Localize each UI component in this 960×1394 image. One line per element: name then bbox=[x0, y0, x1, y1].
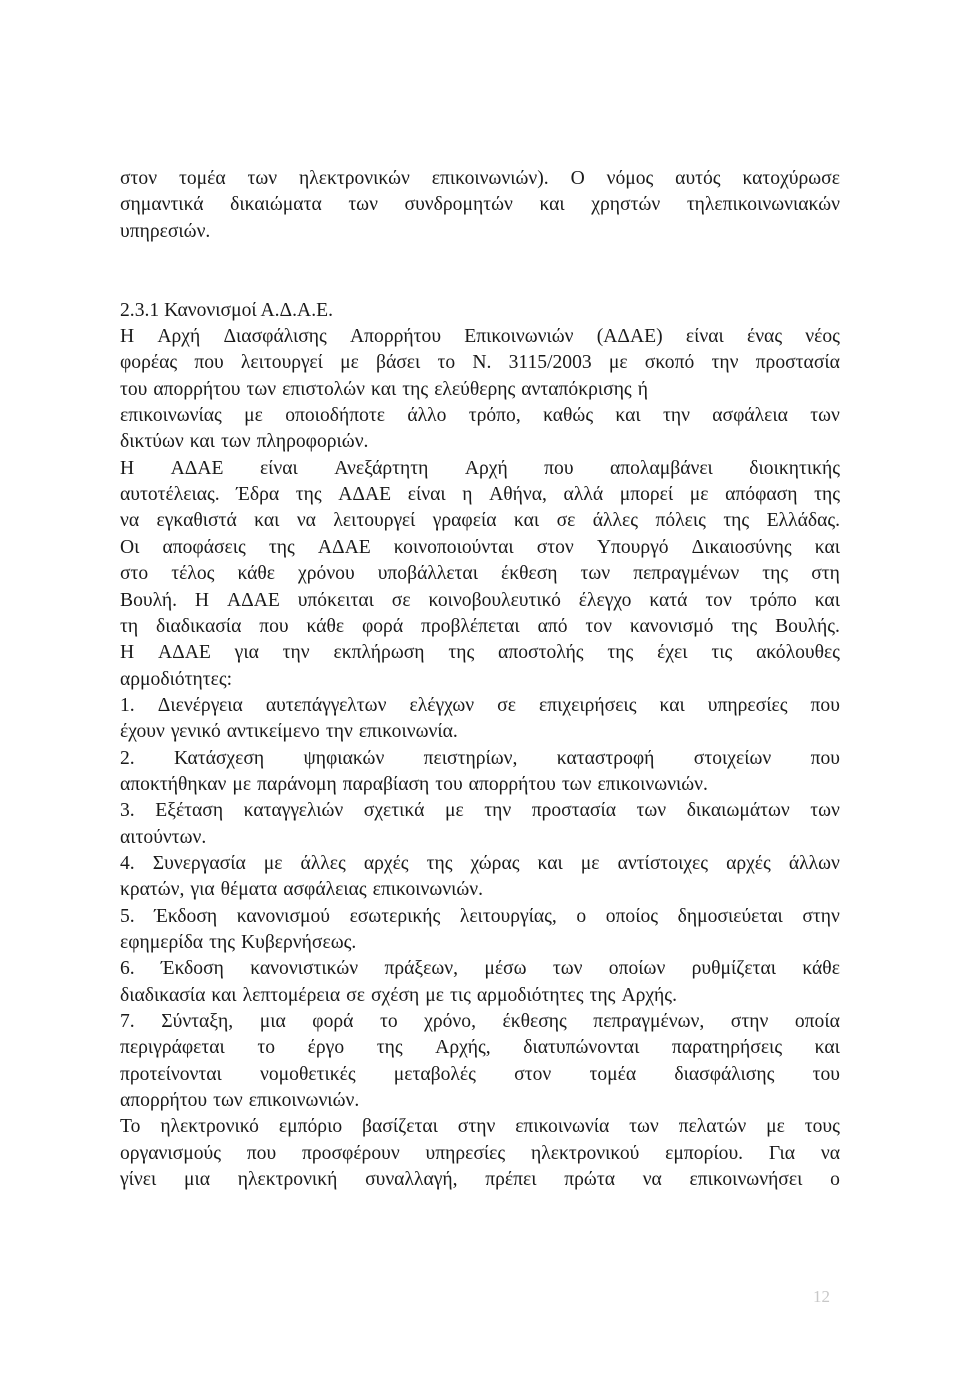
text-line: απορρήτου των επικοινωνιών. bbox=[120, 1090, 360, 1112]
text-line: 7. Σύνταξη, μια φορά το χρόνο, έκθεσης πεπραγμένων, στην οποία bbox=[120, 1011, 840, 1032]
text-line: σημαντικά δικαιώματα των συνδρομητών και χρηστών τηλεπικοινωνιακών bbox=[120, 194, 840, 216]
paragraph-gap bbox=[120, 245, 840, 298]
text-line: του απορρήτου των επιστολών και της ελεύθερης ανταπόκρισης ή bbox=[120, 378, 648, 400]
text-line: γίνει μια ηλεκτρονική συναλλαγή, πρέπει πρώτα να επικοινωνήσει ο bbox=[120, 1169, 840, 1191]
text-line: Οι αποφάσεις της ΑΔΑΕ κοινοποιούνται στον Υπουργό Δικαιοσύνης και bbox=[120, 536, 840, 558]
text-line: δικτύων και των πληροφοριών. bbox=[120, 431, 369, 453]
text-line: Η ΑΔΑΕ για την εκπλήρωση της αποστολής της έχει τις ακόλουθες bbox=[120, 642, 840, 664]
body-text bbox=[120, 324, 840, 1193]
text-line: αυτοτέλειας. Έδρα της ΑΔΑΕ είναι η Αθήνα, αλλά μπορεί με απόφαση της bbox=[120, 484, 840, 506]
section-heading: 2.3.1 Κανονισμοί Α.Δ.Α.Ε. bbox=[120, 299, 333, 321]
text-line: Βουλή. Η ΑΔΑΕ υπόκειται σε κοινοβουλευτικό έλεγχο κατά τον τρόπο και bbox=[120, 589, 840, 611]
text-line: περιγράφεται το έργο της Αρχής, διατυπώνονται παρατηρήσεις και bbox=[120, 1037, 840, 1059]
page-number: 12 bbox=[813, 1287, 830, 1306]
text-line: έχουν γενικό αντικείμενο την επικοινωνία. bbox=[120, 721, 458, 743]
text-line: Η ΑΔΑΕ είναι Ανεξάρτητη Αρχή που απολαμβάνει διοικητικής bbox=[120, 457, 840, 479]
text-line: υπηρεσιών. bbox=[120, 220, 211, 242]
text-line: 1. Διενέργεια αυτεπάγγελτων ελέγχων σε επιχειρήσεις και υπηρεσίες που bbox=[120, 694, 840, 716]
text-line: διαδικασία και λεπτομέρεια σε σχέση με τις αρμοδιότητες της Αρχής. bbox=[120, 984, 677, 1006]
text-line: 3. Εξέταση καταγγελιών σχετικά με την προστασία των δικαιωμάτων των bbox=[120, 800, 840, 822]
text-line: 4. Συνεργασία με άλλες αρχές της χώρας και με αντίστοιχες αρχές άλλων bbox=[120, 852, 840, 874]
text-line: αιτούντων. bbox=[120, 826, 207, 848]
text-line: τη διαδικασία που κάθε φορά προβλέπεται από τον κανονισμό της Βουλής. bbox=[120, 615, 840, 637]
document-page bbox=[120, 166, 840, 1193]
text-line: 5. Έκδοση κανονισμού εσωτερικής λειτουργίας, ο οποίος δημοσιεύεται στην bbox=[120, 905, 840, 927]
text-line: αποκτήθηκαν με παράνομη παραβίαση του απορρήτου των επικοινωνιών. bbox=[120, 773, 708, 795]
text-line: οργανισμούς που προσφέρουν υπηρεσίες ηλεκτρονικού εμπορίου. Για να bbox=[120, 1142, 840, 1164]
text-line: 6. Έκδοση κανονιστικών πράξεων, μέσω των οποίων ρυθμίζεται κάθε bbox=[120, 958, 840, 980]
text-line: στον τομέα των ηλεκτρονικών επικοινωνιών). Ο νόμος αυτός κατοχύρωσε bbox=[120, 168, 840, 189]
text-line: να εγκαθιστά και να λειτουργεί γραφεία και σε άλλες πόλεις της Ελλάδας. bbox=[120, 510, 840, 532]
text-line: φορέας που λειτουργεί με βάσει το Ν. 3115/2003 με σκοπό την προστασία bbox=[120, 352, 840, 374]
text-line: κρατών, για θέματα ασφάλειας επικοινωνιών. bbox=[120, 879, 484, 901]
text-line: αρμοδιότητες: bbox=[120, 668, 233, 690]
intro-paragraph bbox=[120, 166, 840, 245]
text-line: επικοινωνίας με οποιοδήποτε άλλο τρόπο, καθώς και την ασφάλεια των bbox=[120, 405, 840, 427]
text-line: στο τέλος κάθε χρόνου υποβάλλεται έκθεση των πεπραγμένων της στη bbox=[120, 563, 840, 585]
text-line: Η Αρχή Διασφάλισης Απορρήτου Επικοινωνιών (ΑΔΑΕ) είναι ένας νέος bbox=[120, 326, 840, 348]
text-line: Το ηλεκτρονικό εμπόριο βασίζεται στην επικοινωνία των πελατών με τους bbox=[120, 1116, 840, 1138]
text-line: εφημερίδα της Κυβερνήσεως. bbox=[120, 931, 357, 953]
text-line: προτείνονται νομοθετικές μεταβολές στον τομέα διασφάλισης του bbox=[120, 1063, 840, 1085]
text-line: 2. Κατάσχεση ψηφιακών πειστηρίων, καταστροφή στοιχείων που bbox=[120, 747, 840, 769]
